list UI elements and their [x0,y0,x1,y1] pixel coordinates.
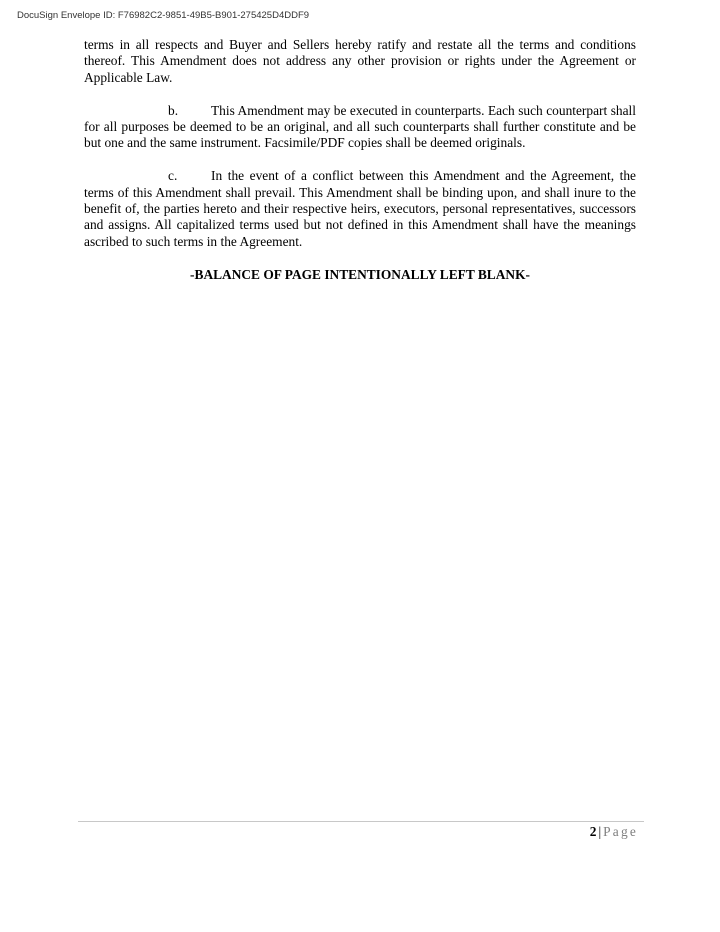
paragraph-text: In the event of a conflict between this Amendment and the Agreement, the terms of this Amendment shall prevail. This Amendment shall be binding upon, and shall inure to the benefit of, the parties hereto and their respective heirs, executors, personal representatives, successors and assigns. All capitalized terms used but not defined in this Amendment shall have the meanings ascribed to such terms in the Agreement. [84,168,636,249]
paragraph-label: b. [168,102,179,118]
footer-divider [78,821,644,822]
paragraph-label: c. [168,168,178,184]
paragraph-c [84,168,636,250]
document-body [84,37,636,283]
page-footer [590,824,638,840]
balance-blank-notice: -BALANCE OF PAGE INTENTIONALLY LEFT BLANK- [190,266,530,282]
paragraph-b [84,103,636,152]
page-number: 2 [589,824,597,839]
paragraph-continuation [84,37,636,86]
paragraph-text: This Amendment may be executed in counterparts. Each such counterpart shall for all purposes be deemed to be an original, and all such counterparts shall further constitute and be but one and the same instrument. Facsimile/PDF copies shall be deemed originals. [84,102,636,151]
footer-separator: | [598,824,602,839]
docusign-envelope-id: DocuSign Envelope ID: F76982C2-9851-49B5-B901-275425D4DDF9 [17,10,310,21]
paragraph-text: terms in all respects and Buyer and Sellers hereby ratify and restate all the terms and conditions thereof. This Amendment does not address any other provision or rights under the Agreement or Applicable Law. [84,37,636,85]
page-label: Page [603,824,638,839]
